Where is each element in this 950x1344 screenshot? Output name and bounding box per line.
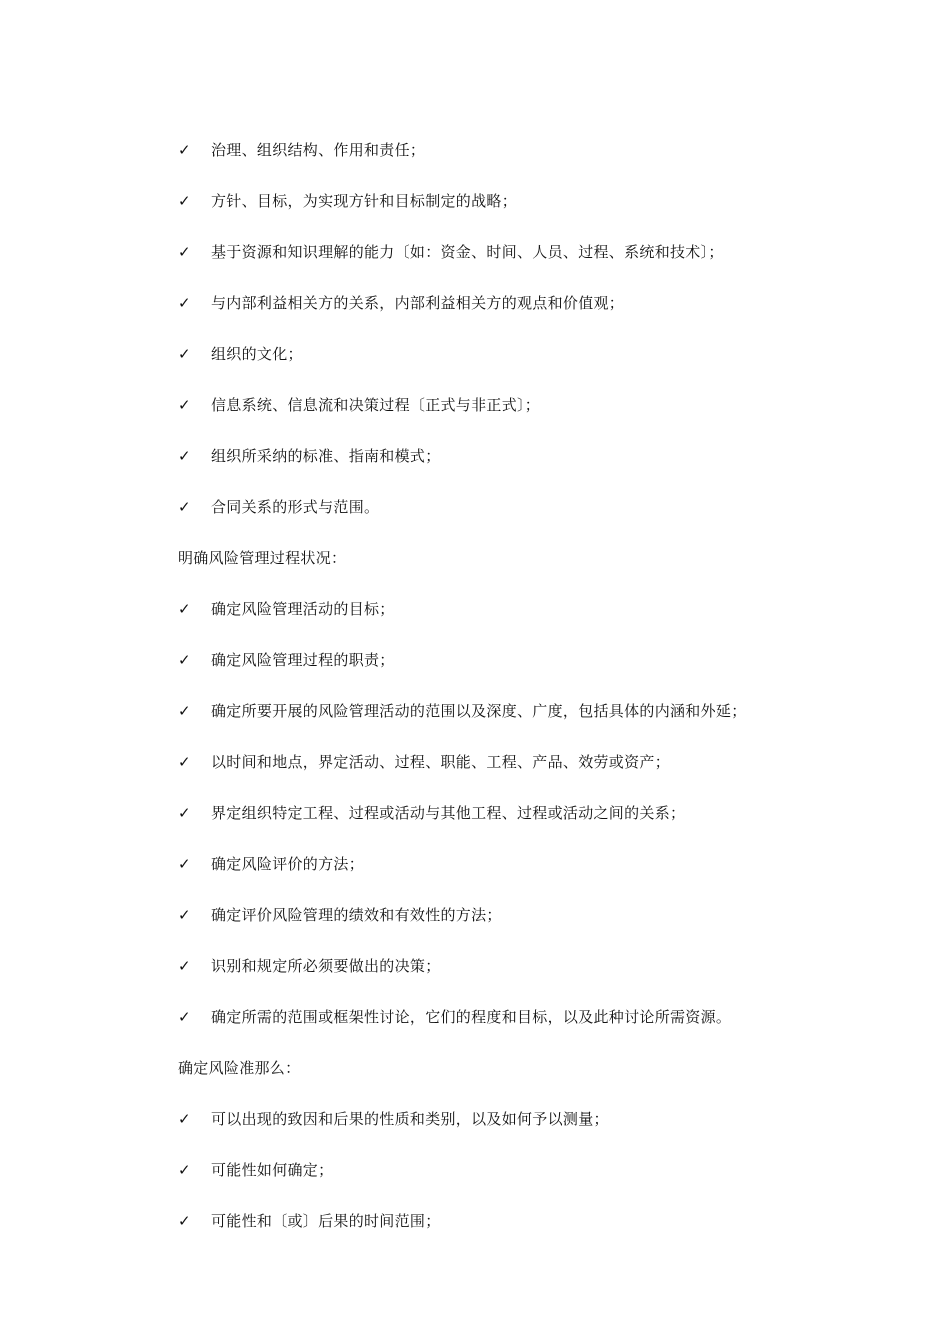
section-heading-text: 确定风险准那么：	[178, 1058, 301, 1077]
checklist-item-text: 确定所要开展的风险管理活动的范围以及深度、广度，包括具体的内涵和外延；	[211, 701, 747, 720]
checkmark-icon: ✓	[178, 497, 191, 516]
checklist-item	[178, 481, 878, 532]
checkmark-icon: ✓	[178, 242, 191, 261]
checklist-item	[178, 583, 878, 634]
checklist-item-text: 方针、目标，为实现方针和目标制定的战略；	[211, 191, 518, 210]
checklist-item	[178, 328, 878, 379]
checklist-item-text: 确定风险评价的方法；	[211, 854, 365, 873]
checkmark-icon: ✓	[178, 1007, 191, 1026]
checklist-item	[178, 175, 878, 226]
checklist-item-text: 可能性如何确定；	[211, 1160, 334, 1179]
checklist-item	[178, 787, 878, 838]
checklist-item-text: 确定风险管理过程的职责；	[211, 650, 395, 669]
checklist-item-text: 治理、组织结构、作用和责任；	[211, 140, 426, 159]
checklist-item-text: 组织所采纳的标准、指南和模式；	[211, 446, 441, 465]
checklist-item	[178, 430, 878, 481]
checklist-item	[178, 226, 878, 277]
checkmark-icon: ✓	[178, 446, 191, 465]
checklist-item-text: 识别和规定所必须要做出的决策；	[211, 956, 441, 975]
checklist-item-text: 合同关系的形式与范围。	[211, 497, 380, 516]
checklist-item-text: 以时间和地点，界定活动、过程、职能、工程、产品、效劳或资产；	[211, 752, 671, 771]
checklist-item-text: 组织的文化；	[211, 344, 303, 363]
checklist-item-text: 基于资源和知识理解的能力〔如：资金、时间、人员、过程、系统和技术〕；	[211, 242, 724, 261]
checklist-item	[178, 889, 878, 940]
checkmark-icon: ✓	[178, 905, 191, 924]
checklist-item-text: 确定所需的范围或框架性讨论，它们的程度和目标，以及此种讨论所需资源。	[211, 1007, 732, 1026]
checkmark-icon: ✓	[178, 1211, 191, 1230]
checklist-item	[178, 634, 878, 685]
checklist-item-text: 界定组织特定工程、过程或活动与其他工程、过程或活动之间的关系；	[211, 803, 686, 822]
checklist-item	[178, 736, 878, 787]
checklist-item	[178, 379, 878, 430]
checklist-item	[178, 991, 878, 1042]
section-heading	[178, 1042, 878, 1093]
checkmark-icon: ✓	[178, 293, 191, 312]
checkmark-icon: ✓	[178, 650, 191, 669]
checkmark-icon: ✓	[178, 701, 191, 720]
checklist-item-text: 与内部利益相关方的关系，内部利益相关方的观点和价值观；	[211, 293, 625, 312]
checkmark-icon: ✓	[178, 1160, 191, 1179]
section-heading-text: 明确风险管理过程状况：	[178, 548, 347, 567]
checklist-item-text: 确定风险管理活动的目标；	[211, 599, 395, 618]
checklist-item	[178, 124, 878, 175]
checklist-item-text: 可能性和〔或〕后果的时间范围；	[211, 1211, 441, 1230]
checkmark-icon: ✓	[178, 395, 191, 414]
checklist-item	[178, 940, 878, 991]
checkmark-icon: ✓	[178, 344, 191, 363]
checklist-item	[178, 1093, 878, 1144]
checkmark-icon: ✓	[178, 191, 191, 210]
checkmark-icon: ✓	[178, 854, 191, 873]
section-heading	[178, 532, 878, 583]
checklist-item	[178, 685, 878, 736]
checkmark-icon: ✓	[178, 803, 191, 822]
checklist-item-text: 信息系统、信息流和决策过程〔正式与非正式〕；	[211, 395, 541, 414]
checklist-item	[178, 1195, 878, 1246]
checklist-item	[178, 277, 878, 328]
checkmark-icon: ✓	[178, 956, 191, 975]
checklist-item-text: 可以出现的致因和后果的性质和类别，以及如何予以测量；	[211, 1109, 609, 1128]
document-body	[178, 124, 878, 1246]
checkmark-icon: ✓	[178, 1109, 191, 1128]
checklist-item-text: 确定评价风险管理的绩效和有效性的方法；	[211, 905, 502, 924]
checklist-item	[178, 838, 878, 889]
checkmark-icon: ✓	[178, 752, 191, 771]
checkmark-icon: ✓	[178, 140, 191, 159]
checkmark-icon: ✓	[178, 599, 191, 618]
checklist-item	[178, 1144, 878, 1195]
